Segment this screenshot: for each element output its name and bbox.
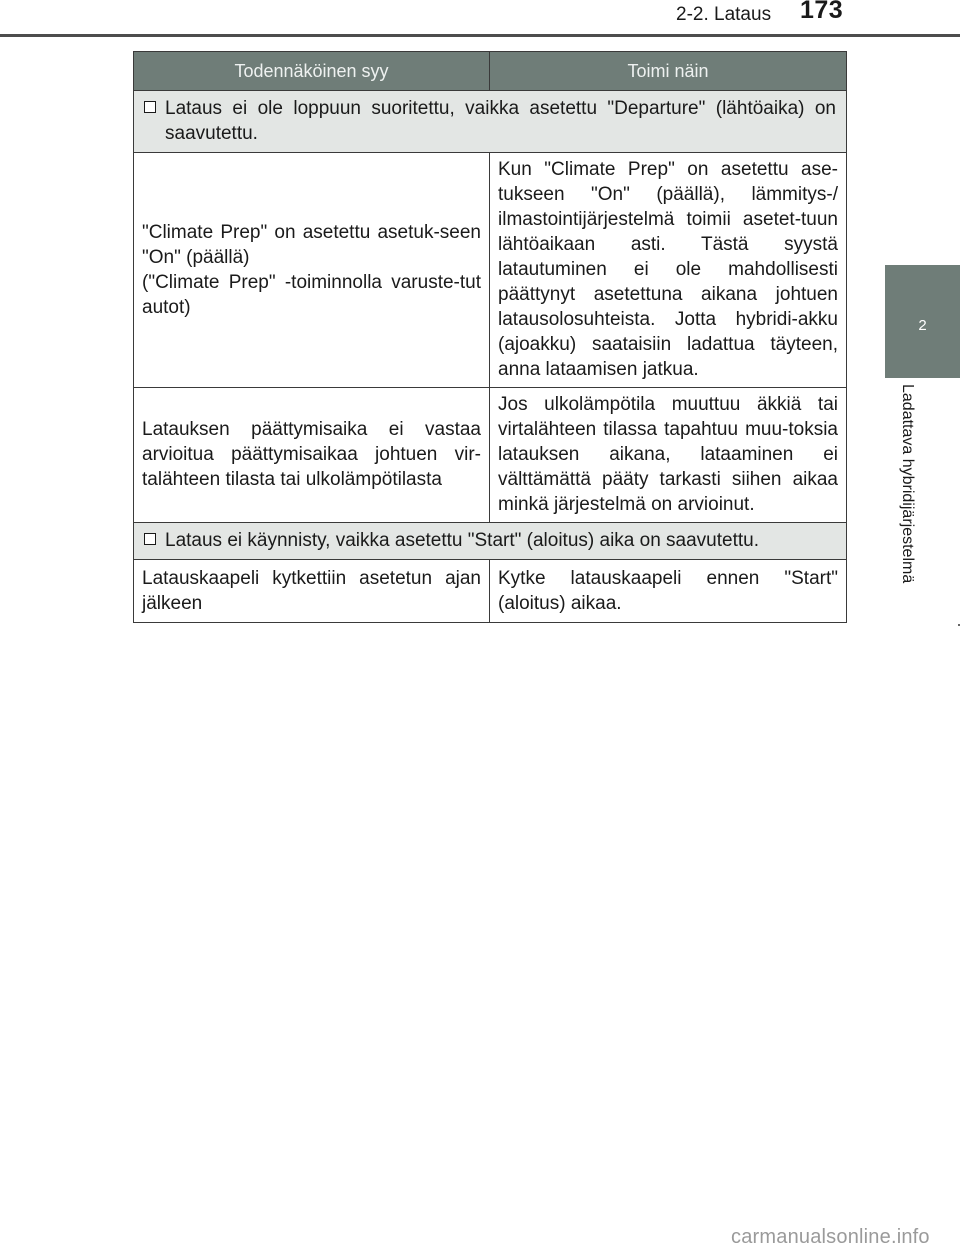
header-rule [0, 34, 960, 37]
condition-row [134, 523, 847, 560]
page-number: 173 [800, 0, 844, 24]
condition-row [134, 91, 847, 153]
condition-text: Lataus ei ole loppuun suoritettu, vaikka asetettu "Departure" (lähtöaika) on saavutettu. [165, 98, 836, 144]
table-header-row [134, 52, 847, 91]
chapter-tab [885, 265, 960, 378]
condition-cell [134, 523, 847, 560]
cause-text: "Climate Prep" on asetettu asetuk-seen "On" (päällä) ("Climate Prep" -toiminnolla varuste-tut autot) [142, 221, 481, 318]
footer-watermark: carmanualsonline.info [731, 1226, 930, 1248]
column-header-cause: Todennäköinen syy [134, 52, 490, 91]
cause-cell [134, 153, 490, 388]
chapter-number: 2 [918, 317, 927, 334]
column-header-action: Toimi näin [490, 52, 847, 91]
troubleshooting-table [133, 51, 847, 623]
action-cell: Kytke latauskaapeli ennen "Start" (aloitus) aikaa. [490, 560, 847, 623]
chapter-title: Ladattava hybridijärjestelmä [899, 384, 916, 584]
page-header [0, 0, 960, 40]
table-row [134, 560, 847, 623]
action-cell: Jos ulkolämpötila muuttuu äkkiä tai virtalähteen tilassa tapahtuu muu-toksia latauksen aikana, lataaminen ei välttämättä pääty tarkasti siihen aikaa minkä järjestelmä on arvioinut. [490, 388, 847, 523]
condition-wrapper [144, 528, 836, 553]
action-cell: Kun "Climate Prep" on asetettu ase-tukseen "On" (päällä), lämmitys-/ ilmastointijärjestelmä toimii asetet-tuun lähtöaikaan asti. Tästä syystä latautuminen ei ole mahdollisesti päättynyt asetettuna aikana johtuen latausolosuhteista. Jotta hybridi-akku (ajoakku) saataisiin ladattua täyteen, anna lataamisen jatkua. [490, 153, 847, 388]
condition-cell [134, 91, 847, 153]
section-title: 2-2. Lataus [676, 4, 772, 25]
checkbox-icon [144, 101, 156, 113]
checkbox-icon [144, 533, 156, 545]
cause-cell: Latauskaapeli kytkettiin asetetun ajan jälkeen [134, 560, 490, 623]
cause-cell: Latauksen päättymisaika ei vastaa arvioitua päättymisaikaa johtuen vir-talähteen tilasta tai ulkolämpötilasta [134, 388, 490, 523]
condition-text: Lataus ei käynnisty, vaikka asetettu "Start" (aloitus) aika on saavutettu. [165, 530, 760, 551]
table-row [134, 388, 847, 523]
condition-wrapper [144, 96, 836, 146]
table-row [134, 153, 847, 388]
